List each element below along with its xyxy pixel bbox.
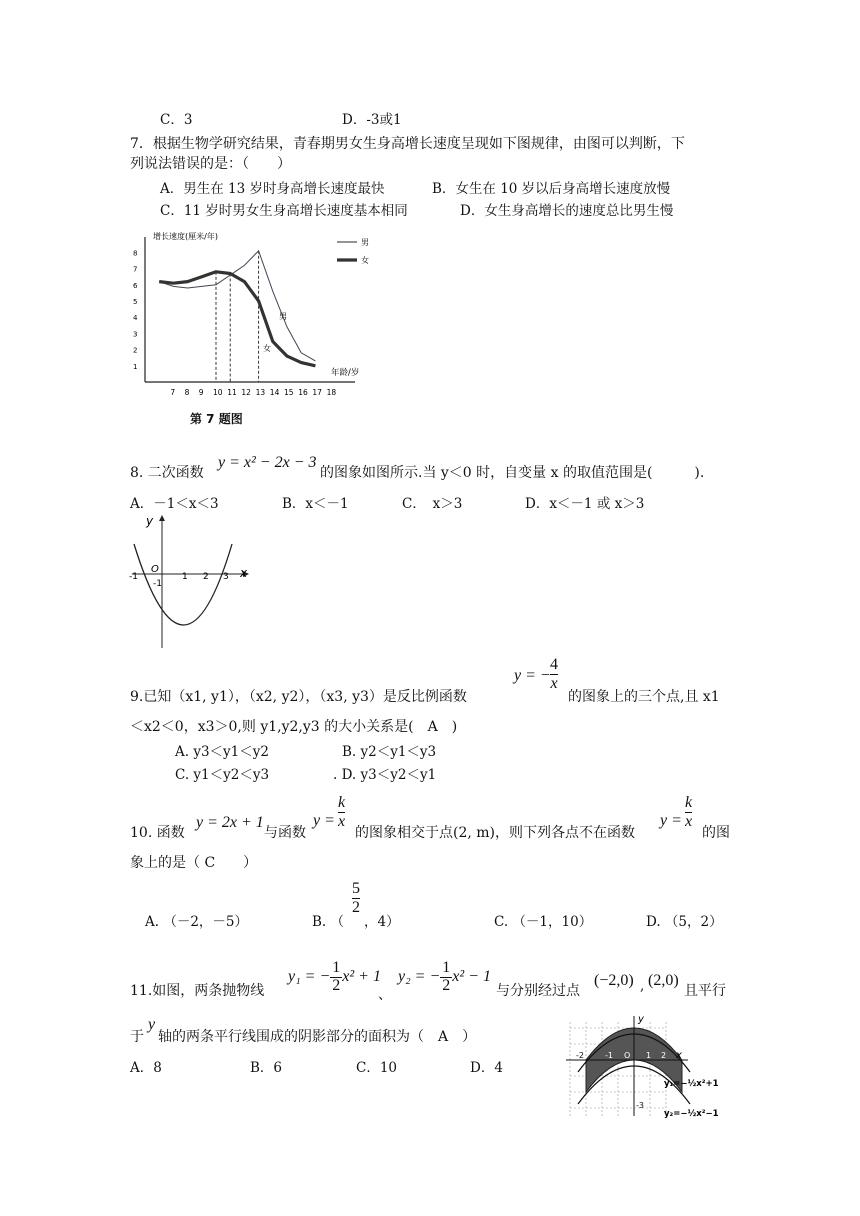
q11-y1-tail: x² + 1 [342, 967, 381, 985]
q11-tick-neg1: -1 [605, 1051, 613, 1060]
q10-stem-line2: 象上的是（ C ） [130, 855, 258, 871]
y-tick-label: 7 [133, 265, 138, 274]
series-label-boy: 男 [279, 312, 287, 321]
q10-stem-mid1: 与函数 [264, 825, 306, 841]
q8-stem-post: 的图象如图所示.当 y＜0 时，自变量 x 的取值范围是( ). [320, 465, 705, 481]
x-tick-label: 11 [227, 388, 237, 397]
q11-stem-line2b: 轴的两条平行线围成的阴影部分的面积为（ A ） [158, 1029, 477, 1045]
q11-formula-y1 [288, 960, 381, 995]
q11-y1-head: y₁ = − [288, 967, 331, 985]
q11-stem-line2a: 于 [130, 1029, 144, 1045]
q11-y1-frac-n: 1 [332, 959, 341, 976]
graph-tick-neg1: -1 [129, 572, 138, 582]
q10-stem-mid2: 的图象相交于点(2, m)，则下列各点不在函数 [355, 825, 636, 841]
y-tick-label: 6 [133, 281, 138, 290]
x-tick-label: 10 [213, 388, 223, 397]
x-tick-label: 13 [255, 388, 266, 397]
series-label-girl: 女 [263, 344, 271, 353]
q10-option-b-pre: B. （ [312, 914, 345, 930]
q9-formula-y: y = − [514, 667, 551, 684]
q11-comma: , [640, 978, 645, 994]
q11-option-c: C．10 [356, 1060, 398, 1076]
q7-growth-chart [125, 225, 385, 405]
parabola-curve [134, 544, 232, 625]
q11-shaded-graph [560, 1012, 732, 1122]
q11-formula-y2 [398, 960, 491, 995]
q11-tick-neg2: -2 [576, 1051, 584, 1060]
q11-tick-m3: -3 [636, 1101, 644, 1110]
q10-formula-y-2: y = [660, 812, 682, 829]
q9-frac-numerator: 4 [550, 656, 558, 673]
q9-stem-line1b: 的图象上的三个点,且 x1 [568, 689, 720, 705]
q9-option-d: . D. y3＜y2＜y1 [333, 767, 437, 783]
q11-graph-x-label: x [676, 1050, 682, 1061]
q11-tick-m2: -2 [636, 1083, 644, 1092]
q10-option-b-fraction [352, 880, 360, 918]
x-tick-label: 14 [269, 388, 280, 397]
q7-stem-line1: 7．根据生物学研究结果，青春期男女生身高增长速度呈现如下图规律，由图可以判断，下 [130, 136, 685, 152]
y-tick-label: 4 [133, 314, 138, 323]
q8-stem-pre: 8. 二次函数 [130, 465, 204, 481]
q11-tick-2: 2 [661, 1051, 667, 1060]
series-line-girl [159, 272, 315, 366]
q10-optB-denominator: 2 [352, 899, 360, 917]
graph-y-label: y [146, 514, 154, 528]
series-line-boy [159, 251, 315, 361]
graph-origin: O [151, 564, 159, 575]
q11-stem-mid: 与分别经过点 [496, 983, 580, 999]
graph-tick-2: 2 [203, 572, 209, 582]
graph-x-label: x [240, 566, 248, 580]
q11-option-b: B．6 [250, 1060, 283, 1076]
q8-parabola-graph [124, 508, 260, 653]
y-tick-label: 1 [133, 362, 138, 371]
q11-point-2: (2,0) [648, 972, 679, 989]
q11-option-a: A．8 [130, 1060, 162, 1076]
x-tick-label: 16 [298, 388, 308, 397]
graph-tick-3: 3 [223, 572, 229, 582]
y-tick-label: 5 [133, 298, 138, 306]
q11-tick-1: 1 [646, 1051, 652, 1060]
q10-frac2-x: x [685, 812, 693, 830]
q6-option-d: D．-3或1 [342, 112, 402, 128]
q10-stem-post: 的图 [702, 825, 730, 841]
q8-option-c: C． x＞3 [402, 496, 463, 512]
y-tick-label: 8 [133, 249, 138, 258]
x-tick-label: 8 [184, 388, 190, 397]
q7-option-d: D．女生身高增长的速度总比男生慢 [460, 203, 674, 219]
q7-option-b: B．女生在 10 岁以后身高增长速度放慢 [432, 181, 671, 197]
q9-frac-denominator: x [550, 674, 558, 692]
q10-option-b-post: ，4） [364, 914, 400, 930]
q11-y2-head: y₂ = − [398, 967, 441, 985]
y-tick-label: 2 [133, 346, 138, 355]
graph-tick-1: 1 [182, 572, 188, 582]
x-tick-label: 17 [312, 388, 322, 397]
q8-option-a: A．－1＜x＜3 [130, 496, 219, 512]
q10-frac1-x: x [338, 812, 346, 830]
q9-option-a: A. y3＜y1＜y2 [175, 744, 269, 760]
q11-stem-line2-y: y [148, 1016, 156, 1033]
x-tick-label: 12 [241, 388, 251, 397]
graph-tick-y-neg1: -1 [153, 579, 162, 589]
legend-label-girl: 女 [361, 256, 369, 265]
q11-origin: O [624, 1051, 631, 1060]
q11-graph-y-label: y [638, 1014, 644, 1025]
x-tick-label: 15 [284, 388, 294, 397]
q10-option-d: D. （5，2） [646, 914, 723, 930]
q11-y1-frac-d: 2 [332, 976, 341, 994]
q10-formula-linear: y = 2x + 1 [196, 814, 264, 831]
q8-option-b: B．x＜－1 [282, 496, 349, 512]
q10-frac2-k: k [685, 794, 693, 811]
q11-stem-post: 且平行 [684, 983, 726, 999]
q10-option-a: A. （－2，－5） [145, 914, 249, 930]
q9-option-b: B. y2＜y1＜y3 [342, 744, 437, 760]
q7-option-a: A．男生在 13 岁时身高增长速度最快 [160, 181, 385, 197]
q11-separator: 、 [378, 987, 392, 1003]
q11-stem-pre: 11.如图，两条抛物线 [130, 983, 265, 999]
q11-tick-m1: -1 [636, 1067, 644, 1076]
x-tick-label: 7 [170, 388, 176, 397]
q10-formula-frac-2 [685, 794, 692, 830]
q7-option-c: C．11 岁时男女生身高增长速度基本相同 [160, 203, 408, 219]
q11-option-d: D．4 [470, 1060, 503, 1076]
x-tick-label: 9 [198, 388, 204, 397]
y-tick-label: 3 [133, 330, 138, 339]
q11-y2-frac-d: 2 [442, 976, 451, 994]
chart-axes [145, 237, 355, 382]
x-tick-label: 18 [326, 388, 337, 397]
q7-figure-caption: 第 7 题图 [190, 412, 243, 426]
q10-stem-pre: 10. 函数 [130, 825, 185, 841]
q10-optB-numerator: 5 [352, 880, 360, 897]
q11-label-y1: y₁=−½x²+1 [664, 1079, 719, 1089]
q6-option-c: C．3 [160, 112, 193, 128]
q9-stem-line1: 9.已知（x1, y1），（x2, y2），（x3, y3）是反比例函数 [130, 689, 467, 705]
q8-option-d: D．x＜－1 或 x＞3 [525, 496, 645, 512]
q9-stem-line2: ＜x2＜0，x3＞0,则 y1,y2,y3 的大小关系是( A ) [130, 719, 458, 735]
q11-point-1: (−2,0) [594, 972, 634, 989]
q8-formula: y = x² − 2x − 3 [218, 454, 317, 471]
chart-x-label: 年龄/岁 [331, 368, 360, 378]
q10-option-c: C. （－1，10） [494, 914, 593, 930]
q7-stem-line2: 列说法错误的是：（ ） [130, 156, 291, 172]
q10-formula-frac-1 [338, 794, 345, 830]
q11-y2-frac-n: 1 [442, 959, 451, 976]
q9-option-c: C. y1＜y2＜y3 [175, 767, 270, 783]
q10-frac1-k: k [338, 794, 346, 811]
q10-formula-y-1: y = [313, 812, 335, 829]
chart-y-label: 增长速度(厘米/年) [153, 232, 218, 241]
q9-formula-fraction [550, 656, 558, 692]
q11-label-y2: y₂=−½x²−1 [664, 1109, 719, 1119]
q11-y2-tail: x² − 1 [452, 967, 491, 985]
legend-label-boy: 男 [361, 238, 369, 247]
